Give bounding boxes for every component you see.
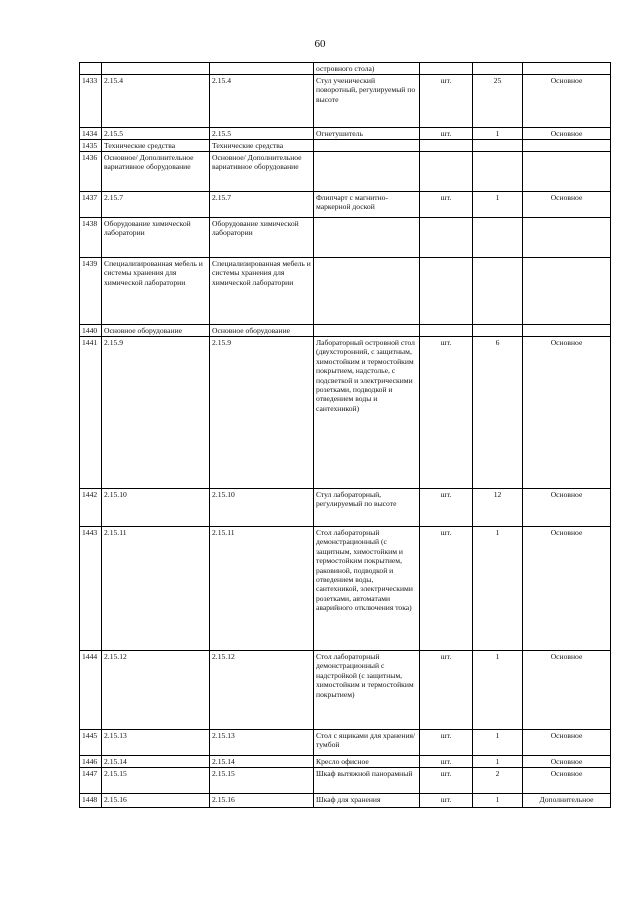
- code-cell: 2.15.12: [102, 651, 210, 730]
- row-number-cell: 1435: [80, 140, 102, 152]
- equipment-type-cell: [523, 258, 611, 325]
- code-cell: 2.15.13: [102, 730, 210, 756]
- table-row: [80, 730, 611, 756]
- code-cell: 2.15.15: [210, 768, 314, 794]
- code-cell: 2.15.15: [102, 768, 210, 794]
- row-number-cell: 1437: [80, 192, 102, 218]
- row-number-cell: 1434: [80, 128, 102, 140]
- item-name-cell: [314, 218, 420, 258]
- quantity-cell: 6: [473, 337, 523, 489]
- equipment-type-cell: Основное: [523, 756, 611, 768]
- row-number-cell: 1447: [80, 768, 102, 794]
- item-name-cell: Стул лабораторный, регулируемый по высоте: [314, 489, 420, 527]
- quantity-cell: 12: [473, 489, 523, 527]
- quantity-cell: 2: [473, 768, 523, 794]
- table-body: [80, 63, 611, 808]
- item-name-cell: островного стола): [314, 63, 420, 75]
- unit-cell: [420, 325, 473, 337]
- table-row: [80, 63, 611, 75]
- quantity-cell: 1: [473, 192, 523, 218]
- quantity-cell: 1: [473, 651, 523, 730]
- page-number: 60: [314, 38, 326, 50]
- quantity-cell: 25: [473, 75, 523, 128]
- table-row: [80, 218, 611, 258]
- item-name-cell: Стол с ящиками для хранения/тумбой: [314, 730, 420, 756]
- quantity-cell: [473, 258, 523, 325]
- code-cell: 2.15.9: [102, 337, 210, 489]
- item-name-cell: [314, 325, 420, 337]
- table-row: [80, 258, 611, 325]
- item-name-cell: [314, 140, 420, 152]
- quantity-cell: 1: [473, 527, 523, 651]
- table-row: [80, 337, 611, 489]
- code-cell: 2.15.13: [210, 730, 314, 756]
- quantity-cell: 1: [473, 730, 523, 756]
- code-cell: 2.15.14: [210, 756, 314, 768]
- equipment-type-cell: [523, 218, 611, 258]
- item-name-cell: [314, 258, 420, 325]
- equipment-type-cell: Основное: [523, 75, 611, 128]
- row-number-cell: 1443: [80, 527, 102, 651]
- unit-cell: [420, 258, 473, 325]
- table-row: [80, 325, 611, 337]
- row-number-cell: 1442: [80, 489, 102, 527]
- code-cell: 2.15.11: [102, 527, 210, 651]
- code-cell: 2.15.5: [102, 128, 210, 140]
- code-cell: 2.15.14: [102, 756, 210, 768]
- equipment-type-cell: Основное: [523, 730, 611, 756]
- unit-cell: шт.: [420, 756, 473, 768]
- row-number-cell: 1446: [80, 756, 102, 768]
- equipment-type-cell: [523, 140, 611, 152]
- table-row: [80, 527, 611, 651]
- table-row: [80, 489, 611, 527]
- unit-cell: шт.: [420, 794, 473, 808]
- quantity-cell: [473, 152, 523, 192]
- row-number-cell: 1433: [80, 75, 102, 128]
- table-row: [80, 651, 611, 730]
- item-name-cell: Шкаф для хранения: [314, 794, 420, 808]
- row-number-cell: 1444: [80, 651, 102, 730]
- row-number-cell: 1448: [80, 794, 102, 808]
- equipment-type-cell: Основное: [523, 337, 611, 489]
- code-cell: 2.15.4: [210, 75, 314, 128]
- quantity-cell: 1: [473, 128, 523, 140]
- equipment-type-cell: [523, 63, 611, 75]
- item-name-cell: Стол лабораторный демонстрационный с надстройкой (с защитным, химостойким и термостойким покрытием): [314, 651, 420, 730]
- table-row: [80, 756, 611, 768]
- unit-cell: [420, 63, 473, 75]
- code-cell: 2.15.7: [210, 192, 314, 218]
- equipment-type-cell: Основное: [523, 192, 611, 218]
- code-cell: 2.15.16: [210, 794, 314, 808]
- unit-cell: шт.: [420, 75, 473, 128]
- table-row: [80, 75, 611, 128]
- quantity-cell: 1: [473, 794, 523, 808]
- unit-cell: шт.: [420, 337, 473, 489]
- item-name-cell: Лабораторный островной стол (двухсторонний, с защитным, химостойким и термостойким покрытием, надстолье, с подсветкой и электрическими розетками, подводкой и отведением воды и сантехникой): [314, 337, 420, 489]
- quantity-cell: [473, 63, 523, 75]
- item-name-cell: Стол лабораторный демонстрационный (с защитным, химостойким и термостойким покрытием, раковиной, подводкой и отведением воды, сантехникой, электрическими розетками, автоматами аварийного отключения тока): [314, 527, 420, 651]
- quantity-cell: [473, 325, 523, 337]
- code-cell: Основное оборудование: [210, 325, 314, 337]
- item-name-cell: Флипчарт с магнитно-маркерной доской: [314, 192, 420, 218]
- equipment-type-cell: Основное: [523, 489, 611, 527]
- table-row: [80, 794, 611, 808]
- equipment-type-cell: Основное: [523, 651, 611, 730]
- table-row: [80, 128, 611, 140]
- quantity-cell: [473, 140, 523, 152]
- code-cell: 2.15.10: [210, 489, 314, 527]
- row-number-cell: 1438: [80, 218, 102, 258]
- equipment-type-cell: Основное: [523, 768, 611, 794]
- code-cell: 2.15.16: [102, 794, 210, 808]
- quantity-cell: [473, 218, 523, 258]
- code-cell: Специализированная мебель и системы хранения для химической лаборатории: [210, 258, 314, 325]
- code-cell: 2.15.12: [210, 651, 314, 730]
- code-cell: Основное оборудование: [102, 325, 210, 337]
- table-row: [80, 768, 611, 794]
- unit-cell: [420, 140, 473, 152]
- code-cell: Технические средства: [102, 140, 210, 152]
- table-row: [80, 152, 611, 192]
- code-cell: 2.15.11: [210, 527, 314, 651]
- unit-cell: шт.: [420, 768, 473, 794]
- code-cell: Основное/ Дополнительное вариативное оборудование: [102, 152, 210, 192]
- equipment-table: [79, 62, 611, 808]
- unit-cell: шт.: [420, 527, 473, 651]
- code-cell: [210, 63, 314, 75]
- code-cell: 2.15.5: [210, 128, 314, 140]
- item-name-cell: Стул ученический поворотный, регулируемый по высоте: [314, 75, 420, 128]
- unit-cell: [420, 218, 473, 258]
- code-cell: Оборудование химической лаборатории: [102, 218, 210, 258]
- code-cell: 2.15.9: [210, 337, 314, 489]
- unit-cell: шт.: [420, 192, 473, 218]
- item-name-cell: Шкаф вытяжной панорамный: [314, 768, 420, 794]
- equipment-type-cell: Основное: [523, 128, 611, 140]
- unit-cell: шт.: [420, 730, 473, 756]
- code-cell: Оборудование химической лаборатории: [210, 218, 314, 258]
- row-number-cell: 1440: [80, 325, 102, 337]
- code-cell: 2.15.4: [102, 75, 210, 128]
- code-cell: [102, 63, 210, 75]
- code-cell: 2.15.7: [102, 192, 210, 218]
- equipment-type-cell: Дополнительное: [523, 794, 611, 808]
- code-cell: 2.15.10: [102, 489, 210, 527]
- row-number-cell: [80, 63, 102, 75]
- equipment-type-cell: [523, 152, 611, 192]
- equipment-type-cell: [523, 325, 611, 337]
- code-cell: Основное/ Дополнительное вариативное оборудование: [210, 152, 314, 192]
- unit-cell: шт.: [420, 651, 473, 730]
- unit-cell: шт.: [420, 128, 473, 140]
- unit-cell: шт.: [420, 489, 473, 527]
- equipment-type-cell: Основное: [523, 527, 611, 651]
- item-name-cell: Кресло офисное: [314, 756, 420, 768]
- row-number-cell: 1439: [80, 258, 102, 325]
- item-name-cell: [314, 152, 420, 192]
- table-row: [80, 192, 611, 218]
- table-row: [80, 140, 611, 152]
- item-name-cell: Огнетушитель: [314, 128, 420, 140]
- row-number-cell: 1441: [80, 337, 102, 489]
- unit-cell: [420, 152, 473, 192]
- code-cell: Специализированная мебель и системы хранения для химической лаборатории: [102, 258, 210, 325]
- row-number-cell: 1445: [80, 730, 102, 756]
- quantity-cell: 1: [473, 756, 523, 768]
- row-number-cell: 1436: [80, 152, 102, 192]
- code-cell: Технические средства: [210, 140, 314, 152]
